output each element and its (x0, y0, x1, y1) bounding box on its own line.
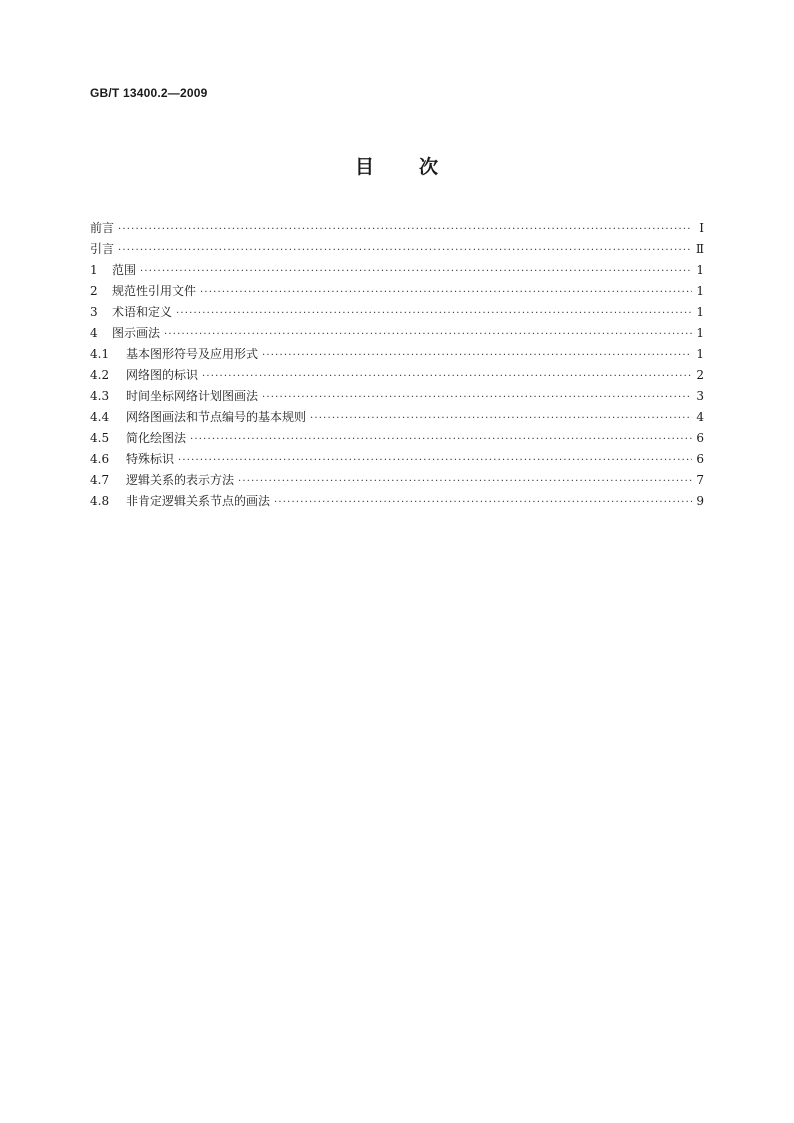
toc-entry-label: 简化绘图法 (126, 431, 187, 445)
leader-dots (202, 366, 692, 387)
toc-entry-page: 2 (696, 368, 704, 382)
toc-entry-2[interactable] (90, 281, 704, 302)
toc-entry-page: 1 (696, 263, 704, 277)
toc-entry-label: 逻辑关系的表示方法 (126, 473, 235, 487)
toc-entry-page: 4 (696, 410, 704, 424)
toc-entry-label: 术语和定义 (112, 305, 173, 319)
toc-entry-page: 1 (696, 284, 704, 298)
toc-entry-3[interactable] (90, 302, 704, 323)
toc-entry-number: 1 (90, 263, 98, 277)
toc-entry-number: 4 (90, 326, 98, 340)
standard-code: GB/T 13400.2—2009 (90, 86, 208, 100)
toc-entry-4-8[interactable] (90, 491, 704, 512)
toc-entry-page: 3 (696, 389, 704, 403)
leader-dots (200, 282, 692, 303)
toc-entry-page: Ⅱ (695, 242, 704, 256)
toc-entry-number: 4.2 (90, 368, 110, 382)
toc-entry-number: 4.1 (90, 347, 110, 361)
toc-entry-label: 范围 (112, 263, 137, 277)
toc-entry-number: 3 (90, 305, 98, 319)
toc-title-char: 次 (419, 156, 440, 178)
leader-dots (118, 219, 692, 240)
leader-dots (262, 387, 692, 408)
toc-entry-number: 4.3 (90, 389, 110, 403)
toc-entry-label: 引言 (90, 242, 115, 256)
toc-entry-4-4[interactable] (90, 407, 704, 428)
toc-entry-page: 6 (696, 452, 704, 466)
toc-entry-4-3[interactable] (90, 386, 704, 407)
toc-entry-page: 1 (696, 305, 704, 319)
toc-entry-number: 4.4 (90, 410, 110, 424)
toc-entry-label: 图示画法 (112, 326, 161, 340)
toc-entry-page: 7 (696, 473, 704, 487)
leader-dots (310, 408, 692, 429)
toc-entry-label: 前言 (90, 221, 115, 235)
toc-entry-page: 1 (696, 326, 704, 340)
leader-dots (274, 492, 692, 513)
toc-entry-foreword[interactable] (90, 218, 704, 239)
toc-entry-label: 基本图形符号及应用形式 (126, 347, 259, 361)
toc-entry-page: 6 (696, 431, 704, 445)
leader-dots (140, 261, 692, 282)
toc-entry-page: Ⅰ (699, 221, 704, 235)
toc-entry-label: 规范性引用文件 (112, 284, 197, 298)
toc-entry-number: 4.8 (90, 494, 110, 508)
leader-dots (190, 429, 692, 450)
leader-dots (118, 240, 692, 261)
leader-dots (262, 345, 692, 366)
toc-entry-label: 非肯定逻辑关系节点的画法 (126, 494, 271, 508)
toc-entry-number: 4.5 (90, 431, 110, 445)
toc-title-char: 目 (354, 156, 375, 178)
toc-entry-label: 时间坐标网络计划图画法 (126, 389, 259, 403)
toc-entry-page: 9 (696, 494, 704, 508)
toc-entry-page: 1 (696, 347, 704, 361)
toc-entry-number: 4.6 (90, 452, 110, 466)
toc-title (0, 152, 794, 179)
toc-entry-label: 特殊标识 (126, 452, 175, 466)
toc-entry-number: 2 (90, 284, 98, 298)
toc-entry-4[interactable] (90, 323, 704, 344)
toc-entry-introduction[interactable] (90, 239, 704, 260)
toc-entry-number: 4.7 (90, 473, 110, 487)
leader-dots (238, 471, 692, 492)
toc-entry-4-6[interactable] (90, 449, 704, 470)
toc-entry-1[interactable] (90, 260, 704, 281)
table-of-contents (90, 218, 704, 512)
toc-entry-label: 网络图画法和节点编号的基本规则 (126, 410, 307, 424)
toc-entry-4-5[interactable] (90, 428, 704, 449)
leader-dots (164, 324, 692, 345)
toc-entry-label: 网络图的标识 (126, 368, 199, 382)
leader-dots (178, 450, 692, 471)
leader-dots (176, 303, 692, 324)
toc-entry-4-2[interactable] (90, 365, 704, 386)
toc-entry-4-7[interactable] (90, 470, 704, 491)
toc-entry-4-1[interactable] (90, 344, 704, 365)
